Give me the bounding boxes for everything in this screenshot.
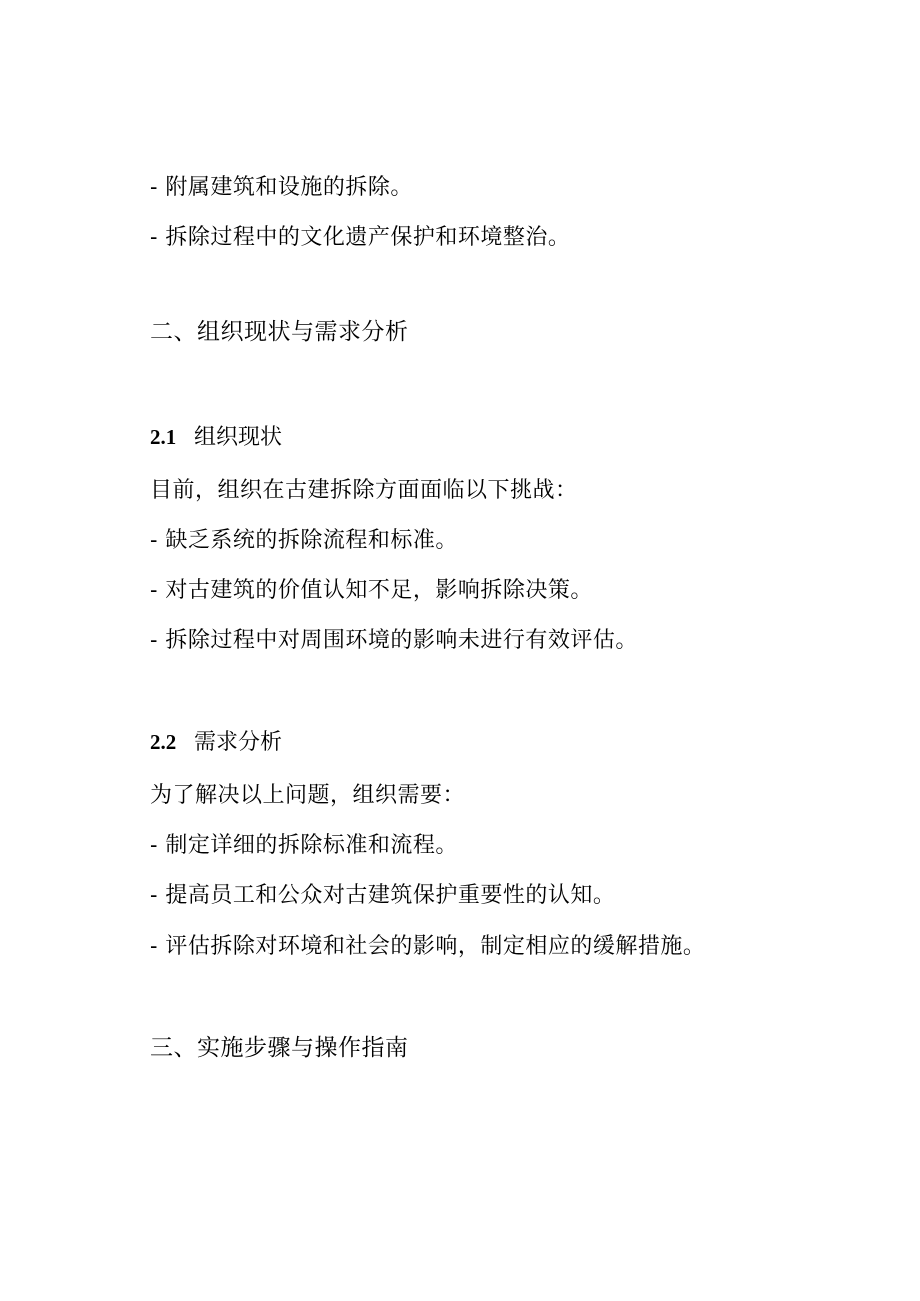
list-item: - 缺乏系统的拆除流程和标准。 [150, 528, 458, 553]
list-item: - 对古建筑的价值认知不足，影响拆除决策。 [150, 578, 593, 603]
paragraph: 为了解决以上问题，组织需要： [150, 783, 466, 808]
list-item: - 拆除过程中的文化遗产保护和环境整治。 [150, 225, 571, 250]
subsection-number: 2.2 [150, 730, 177, 754]
subsection-title: 组织现状 [194, 425, 283, 450]
subsection-heading [150, 422, 282, 453]
list-item: - 评估拆除对环境和社会的影响，制定相应的缓解措施。 [150, 934, 706, 959]
subsection-title: 需求分析 [194, 730, 283, 755]
section-heading: 二、组织现状与需求分析 [150, 319, 409, 345]
list-item: - 拆除过程中对周围环境的影响未进行有效评估。 [150, 628, 638, 653]
list-item: - 提高员工和公众对古建筑保护重要性的认知。 [150, 883, 616, 908]
subsection-number: 2.1 [150, 425, 177, 449]
list-item: - 附属建筑和设施的拆除。 [150, 175, 413, 200]
section-heading: 三、实施步骤与操作指南 [150, 1035, 409, 1061]
paragraph: 目前，组织在古建拆除方面面临以下挑战： [150, 478, 578, 503]
list-item: - 制定详细的拆除标准和流程。 [150, 833, 458, 858]
subsection-heading [150, 727, 282, 758]
